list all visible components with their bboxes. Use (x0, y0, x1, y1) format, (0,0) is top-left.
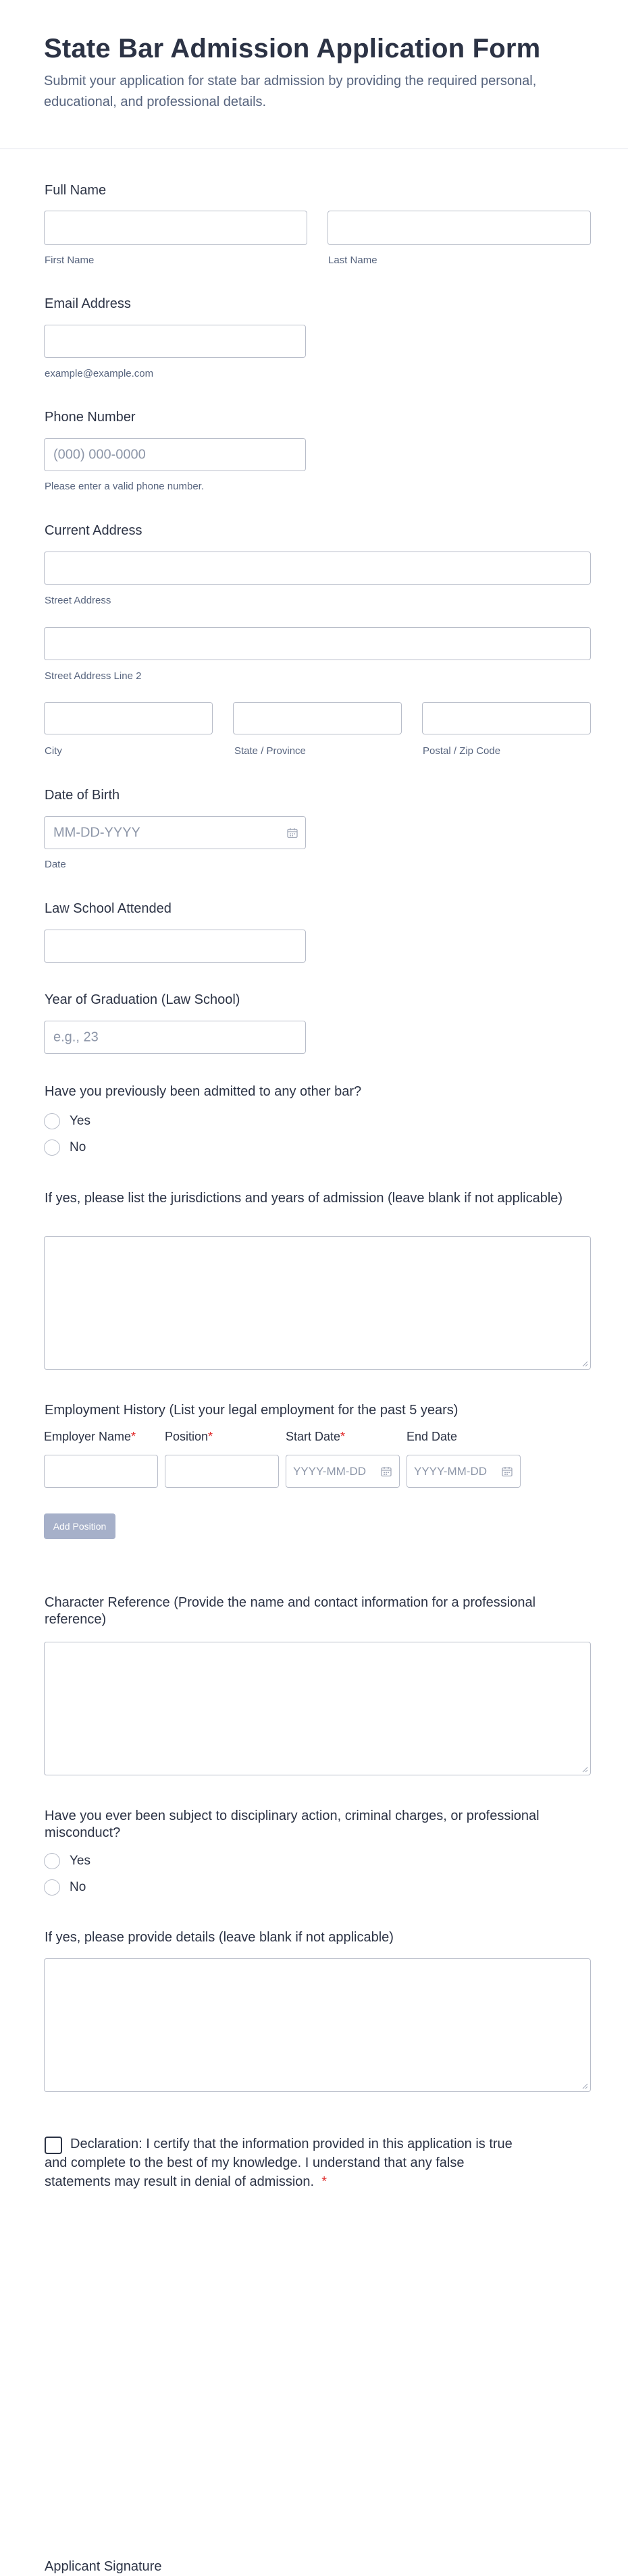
phone-input[interactable] (44, 438, 306, 471)
form-header (0, 0, 628, 149)
street-address-input[interactable] (44, 552, 591, 585)
street-address-sublabel: Street Address (45, 595, 111, 606)
disciplinary-no-radio[interactable] (44, 1879, 60, 1896)
employment-label: Employment History (List your legal employment for the past 5 years) (45, 1403, 459, 1418)
add-position-button[interactable]: Add Position (44, 1513, 115, 1539)
state-sublabel: State / Province (234, 745, 306, 757)
city-input[interactable] (44, 702, 213, 734)
city-sublabel: City (45, 745, 62, 757)
position-column: Position* (165, 1430, 213, 1443)
dob-placeholder: MM-DD-YYYY (53, 825, 140, 840)
grad-year-placeholder: e.g., 23 (53, 1029, 99, 1044)
disciplinary-label: Have you ever been subject to disciplinary action, criminal charges, or professional misconduct? (45, 1808, 540, 1840)
street-address-2-sublabel: Street Address Line 2 (45, 670, 142, 682)
end-date-column: End Date (407, 1430, 458, 1443)
character-reference-label: Character Reference (Provide the name and contact information for a professional reference) (45, 1595, 536, 1627)
zip-sublabel: Postal / Zip Code (423, 745, 501, 757)
street-address-2-input[interactable] (44, 627, 591, 660)
admitted-other-label: Have you previously been admitted to any other bar? (45, 1084, 362, 1099)
employer-name-column: Employer Name* (44, 1430, 136, 1443)
admitted-no-label: No (70, 1140, 86, 1154)
jurisdictions-textarea[interactable] (44, 1236, 591, 1370)
character-reference-textarea[interactable] (44, 1642, 591, 1775)
declaration-text: Declaration: I certify that the information provided in this application is true and complete to the best of my knowledge. I understand that any false statements may result in denial of admission. * (45, 2137, 513, 2189)
address-label: Current Address (45, 523, 142, 538)
calendar-icon[interactable] (501, 1466, 513, 1478)
disciplinary-no-option[interactable] (44, 1878, 86, 1897)
calendar-icon[interactable] (286, 827, 298, 839)
last-name-sublabel: Last Name (328, 254, 377, 266)
start-date-input[interactable] (286, 1455, 400, 1488)
last-name-input[interactable] (328, 211, 591, 245)
start-date-column: Start Date* (286, 1430, 346, 1443)
calendar-icon[interactable] (380, 1466, 392, 1478)
full-name-label: Full Name (45, 183, 107, 198)
first-name-input[interactable] (44, 211, 307, 245)
end-date-placeholder: YYYY-MM-DD (414, 1464, 487, 1478)
grad-year-input[interactable] (44, 1021, 306, 1054)
dob-input[interactable] (44, 816, 306, 849)
email-sublabel: example@example.com (45, 368, 154, 379)
page-title: State Bar Admission Application Form (44, 34, 541, 63)
disciplinary-yes-option[interactable] (44, 1852, 90, 1871)
law-school-input[interactable] (44, 930, 306, 963)
law-school-label: Law School Attended (45, 901, 172, 916)
state-input[interactable] (233, 702, 402, 734)
disciplinary-yes-label: Yes (70, 1854, 90, 1868)
admitted-no-radio[interactable] (44, 1139, 60, 1156)
email-input[interactable] (44, 325, 306, 358)
phone-sublabel: Please enter a valid phone number. (45, 481, 204, 492)
admitted-no-option[interactable] (44, 1138, 86, 1157)
phone-label: Phone Number (45, 410, 136, 425)
email-label: Email Address (45, 296, 131, 311)
jurisdictions-label: If yes, please list the jurisdictions and years of admission (leave blank if not applicable) (45, 1191, 563, 1206)
disciplinary-yes-radio[interactable] (44, 1853, 60, 1869)
disciplinary-details-textarea[interactable] (44, 1958, 591, 2092)
first-name-sublabel: First Name (45, 254, 95, 266)
page-subtitle: Submit your application for state bar admission by providing the required personal, educational, and professional details. (44, 74, 537, 109)
dob-sublabel: Date (45, 859, 66, 870)
position-input[interactable] (165, 1455, 279, 1488)
resize-handle-icon[interactable] (581, 1360, 588, 1367)
end-date-input[interactable] (407, 1455, 521, 1488)
start-date-placeholder: YYYY-MM-DD (293, 1464, 366, 1478)
employer-name-input[interactable] (44, 1455, 158, 1488)
signature-label: Applicant Signature (45, 2559, 162, 2574)
resize-handle-icon[interactable] (581, 1766, 588, 1773)
disciplinary-details-label: If yes, please provide details (leave blank if not applicable) (45, 1930, 394, 1945)
phone-placeholder: (000) 000-0000 (53, 447, 146, 462)
resize-handle-icon[interactable] (581, 2083, 588, 2089)
admitted-yes-option[interactable] (44, 1112, 90, 1131)
dob-label: Date of Birth (45, 788, 120, 803)
grad-year-label: Year of Graduation (Law School) (45, 992, 240, 1007)
zip-input[interactable] (422, 702, 591, 734)
admitted-yes-label: Yes (70, 1114, 90, 1128)
admitted-yes-radio[interactable] (44, 1113, 60, 1129)
disciplinary-no-label: No (70, 1880, 86, 1894)
declaration-required-mark: * (321, 2174, 327, 2189)
